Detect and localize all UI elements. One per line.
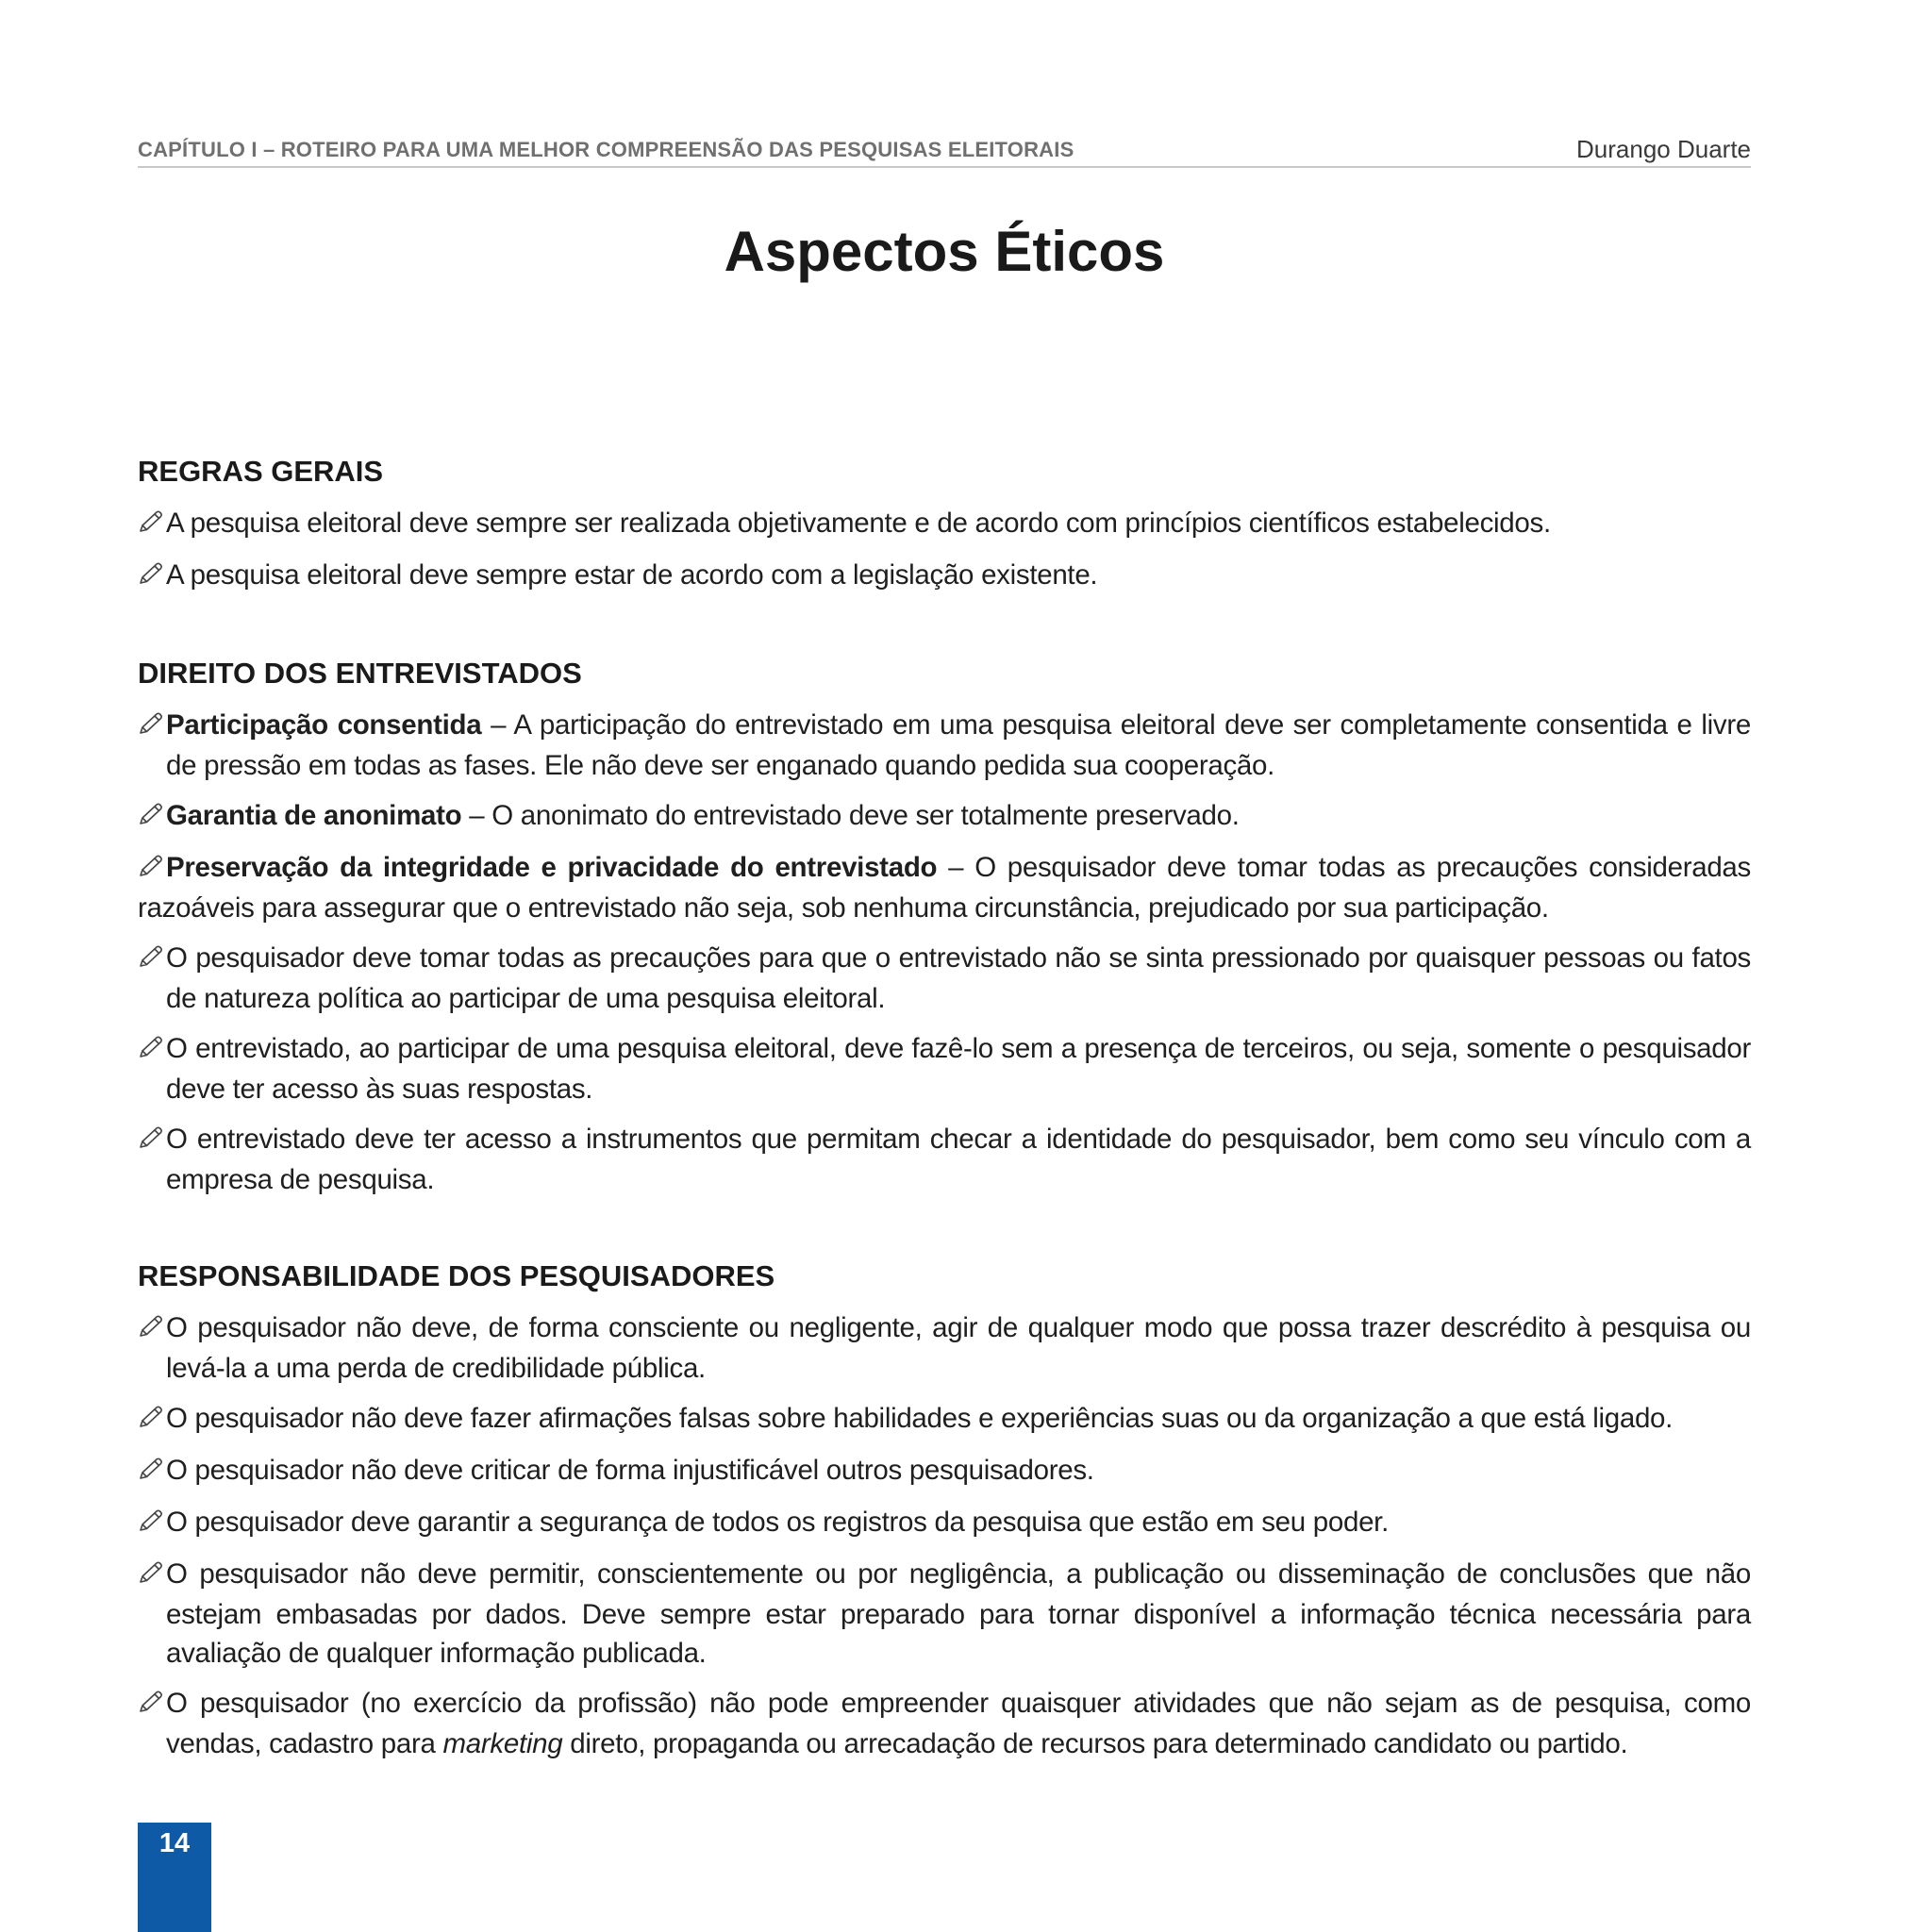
pencil-icon	[138, 1401, 166, 1440]
item-text: O pesquisador (no exercício da profissão) não pode empreender quaisquer atividades que não sejam as de pesquisa, como vendas, cadastro para	[166, 1688, 1751, 1759]
list-item	[138, 504, 1751, 544]
list-item	[138, 1120, 1751, 1199]
section-heading: RESPONSABILIDADE DOS PESQUISADORES	[138, 1259, 775, 1292]
item-text: – O anonimato do entrevistado deve ser totalmente preservado.	[461, 800, 1240, 831]
author-name: Durango Duarte	[1576, 135, 1751, 163]
list-item	[138, 556, 1751, 596]
page-number: 14	[158, 1828, 191, 1858]
section-heading: DIREITO DOS ENTREVISTADOS	[138, 657, 582, 690]
item-text: O pesquisador não deve, de forma consciente ou negligente, agir de qualquer modo que possa trazer descrédito à pesquisa ou levá-la a uma perda de credibilidade pública.	[166, 1312, 1751, 1384]
item-emphasis: marketing	[442, 1728, 563, 1759]
list-item	[138, 1308, 1751, 1388]
item-text: – A participação do entrevistado em uma pesquisa eleitoral deve ser completamente consentida e livre de pressão em todas as fases. Ele não deve ser enganado quando pedida sua cooperação.	[166, 709, 1751, 781]
running-header	[138, 134, 1751, 168]
section	[138, 1256, 1751, 1763]
item-text-after: direto, propaganda ou arrecadação de recursos para determinado candidato ou partido.	[562, 1728, 1628, 1759]
item-text: O pesquisador não deve permitir, conscientemente ou por negligência, a publicação ou disseminação de conclusões que não estejam embasadas por dados. Deve sempre estar preparado para tornar disponível a informação técnica necessária para avaliação de qualquer informação publicada.	[166, 1558, 1751, 1669]
list-item	[138, 706, 1751, 785]
chapter-title: CAPÍTULO I – ROTEIRO PARA UMA MELHOR COMPREENSÃO DAS PESQUISAS ELEITORAIS	[138, 138, 1074, 161]
item-text: A pesquisa eleitoral deve sempre ser realizada objetivamente e de acordo com princípios científicos estabelecidos.	[166, 508, 1551, 539]
item-text: O pesquisador deve garantir a segurança de todos os registros da pesquisa que estão em seu poder.	[166, 1507, 1389, 1538]
list-item	[138, 1399, 1751, 1440]
section	[138, 653, 1751, 1199]
list-item	[138, 1503, 1751, 1543]
list-item	[138, 1029, 1751, 1108]
section	[138, 451, 1751, 596]
pencil-icon	[138, 1505, 166, 1543]
item-term: Preservação da integridade e privacidade do entrevistado	[166, 852, 938, 883]
pencil-icon	[138, 708, 166, 746]
page-number-badge	[138, 1823, 211, 1932]
item-text: O pesquisador não deve criticar de forma injustificável outros pesquisadores.	[166, 1455, 1094, 1486]
list-item	[138, 848, 1751, 927]
section-heading: REGRAS GERAIS	[138, 455, 384, 488]
pencil-icon	[138, 941, 166, 979]
list-item	[138, 796, 1751, 837]
pencil-icon	[138, 1122, 166, 1160]
document-page	[138, 0, 1751, 1932]
list-item	[138, 939, 1751, 1018]
pencil-icon	[138, 1453, 166, 1491]
item-text: O pesquisador não deve fazer afirmações falsas sobre habilidades e experiências suas ou da organização a que está ligado.	[166, 1403, 1674, 1434]
pencil-icon	[138, 798, 166, 837]
pencil-icon	[138, 850, 166, 889]
pencil-icon	[138, 1031, 166, 1070]
page-title: Aspectos Éticos	[724, 220, 1165, 283]
pencil-icon	[138, 506, 166, 544]
item-term: Garantia de anonimato	[166, 800, 462, 831]
list-item	[138, 1555, 1751, 1673]
pencil-icon	[138, 558, 166, 596]
list-item	[138, 1684, 1751, 1763]
list-item	[138, 1451, 1751, 1491]
item-text: – O pesquisador deve tomar todas as precauções consideradas razoáveis para assegurar que o entrevistado não seja, sob nenhuma circunstância, prejudicado por sua participação.	[138, 852, 1751, 924]
item-text: O pesquisador deve tomar todas as precauções para que o entrevistado não se sinta pressionado por quaisquer pessoas ou fatos de natureza política ao participar de uma pesquisa eleitoral.	[166, 942, 1751, 1014]
pencil-icon	[138, 1310, 166, 1349]
item-term: Participação consentida	[166, 709, 482, 741]
pencil-icon	[138, 1686, 166, 1724]
pencil-icon	[138, 1557, 166, 1595]
item-text: O entrevistado, ao participar de uma pesquisa eleitoral, deve fazê-lo sem a presença de terceiros, ou seja, somente o pesquisador deve ter acesso às suas respostas.	[166, 1033, 1751, 1105]
item-text: O entrevistado deve ter acesso a instrumentos que permitam checar a identidade do pesquisador, bem como seu vínculo com a empresa de pesquisa.	[166, 1124, 1751, 1195]
main-content	[138, 451, 1751, 1820]
item-text: A pesquisa eleitoral deve sempre estar de acordo com a legislação existente.	[166, 559, 1098, 591]
